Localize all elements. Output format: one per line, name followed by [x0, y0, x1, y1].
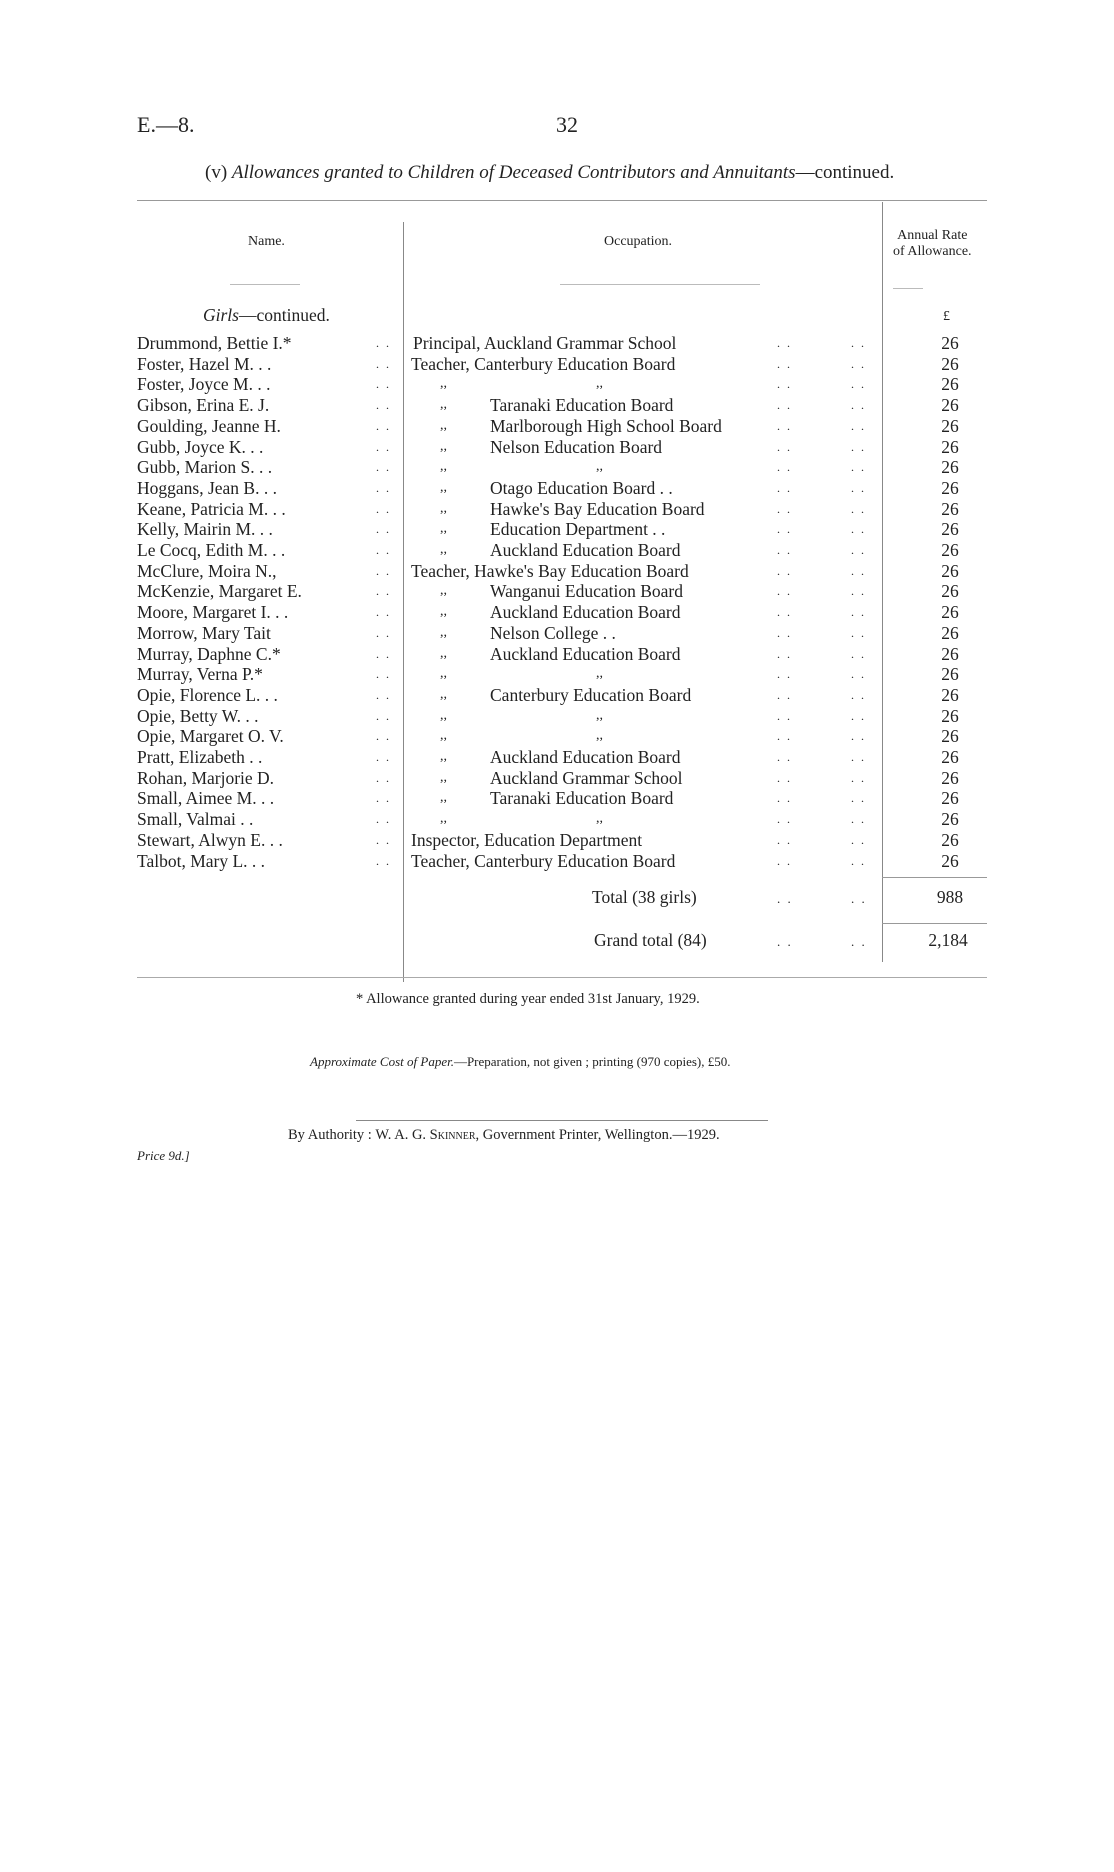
leader: . . [376, 791, 391, 806]
contributor-name: Foster, Joyce M. . . [137, 374, 271, 395]
ditto-mark: ,, [440, 479, 447, 495]
leader: . . [851, 584, 866, 599]
authority-rule [356, 1120, 768, 1121]
leader: . . [851, 460, 866, 475]
leader: . . [376, 625, 391, 640]
leader: . . [777, 708, 792, 723]
leader: . . [851, 522, 866, 537]
leader: . . [376, 646, 391, 661]
allowance-rate: 26 [941, 747, 959, 767]
leader: . . [777, 501, 792, 516]
leader: . . [851, 398, 866, 413]
contributor-name: Gubb, Marion S. . . [137, 457, 273, 478]
table-row [0, 499, 1114, 520]
table-row [0, 581, 1114, 602]
allowance-rate: 26 [941, 519, 959, 540]
allowance-rate: 26 [941, 395, 959, 416]
leader: . . [851, 625, 866, 640]
leader: . . [851, 439, 866, 454]
table-row [0, 333, 1114, 354]
contributor-name: Gibson, Erina E. J. [137, 395, 270, 416]
leader: . . [376, 750, 391, 764]
allowance-rate: 26 [941, 477, 959, 498]
leader: . . [851, 853, 866, 868]
leader: . . [376, 667, 391, 682]
contributor-name: Hoggans, Jean B. . . [137, 477, 277, 498]
authority-prefix: By Authority : [288, 1127, 372, 1143]
total-rule [882, 923, 987, 924]
leader: . . [376, 522, 391, 537]
allowance-rate: 26 [941, 664, 959, 685]
occupation-detail: Auckland Grammar School [490, 767, 683, 788]
occupation-detail: Nelson College . . [490, 622, 616, 643]
contributor-name: Foster, Hazel M. . . [137, 353, 272, 374]
caption-prefix: (v) [205, 162, 228, 183]
table-caption [205, 162, 894, 184]
leader: . . [851, 729, 866, 744]
contributor-name: Murray, Daphne C.* [137, 643, 281, 664]
occupation-detail: Hawke's Bay Education Board [490, 498, 705, 519]
allowance-rate: 26 [941, 622, 959, 643]
table-row [0, 664, 1114, 685]
allowance-rate: 26 [941, 498, 959, 519]
allowance-rate: 26 [941, 333, 959, 353]
leader: . . [777, 934, 793, 949]
leader: . . [851, 832, 866, 847]
allowance-rate: 26 [941, 540, 959, 560]
leader: . . [376, 377, 391, 392]
occupation: Teacher, Hawke's Bay Education Board [411, 560, 689, 581]
ditto-mark: ,, [440, 769, 447, 785]
allowance-rate: 26 [941, 560, 959, 581]
table-row [0, 354, 1114, 375]
total-girls-value: 988 [936, 887, 964, 907]
leader: . . [376, 812, 391, 827]
column-header-name: Name. [248, 234, 285, 249]
contributor-name: Opie, Betty W. . . [137, 705, 259, 726]
leader: . . [777, 522, 792, 537]
contributor-name: Opie, Florence L. . . [137, 684, 278, 705]
ditto-mark: ,, [440, 459, 447, 475]
ditto-mark: ,, [596, 811, 603, 827]
ditto-mark: ,, [596, 666, 603, 682]
leader: . . [851, 812, 866, 827]
leader: . . [376, 853, 391, 868]
ditto-mark: ,, [440, 397, 447, 413]
leader: . . [777, 667, 792, 682]
leader: . . [777, 480, 792, 495]
occupation: Inspector, Education Department [411, 829, 643, 850]
contributor-name: Murray, Verna P.* [137, 664, 263, 685]
ditto-mark: ,, [440, 438, 447, 454]
table-row [0, 685, 1114, 706]
caption-suffix: —continued. [795, 162, 895, 183]
table-row [0, 561, 1114, 582]
table-row [0, 540, 1114, 561]
caption-title: Allowances granted to Children of Deceased Contributors and Annuitants [231, 162, 796, 183]
table-row [0, 747, 1114, 768]
leader: . . [777, 832, 792, 847]
currency-symbol: £ [943, 309, 950, 324]
leader: . . [851, 646, 866, 661]
occupation-detail: Canterbury Education Board [490, 684, 692, 705]
leader: . . [777, 729, 792, 744]
leader: . . [376, 418, 391, 433]
table-row [0, 788, 1114, 809]
leader: . . [777, 356, 792, 371]
leader: . . [777, 605, 792, 620]
occupation-detail: Otago Education Board . . [490, 477, 673, 498]
allowance-rate: 26 [941, 353, 959, 374]
allowance-rate: 26 [941, 374, 959, 395]
ditto-mark: ,, [440, 624, 447, 640]
subheading-suffix: —continued. [238, 305, 330, 325]
leader: . . [376, 563, 391, 578]
occupation: Teacher, Canterbury Education Board [411, 850, 676, 871]
subtotal-rule [882, 877, 987, 878]
cost-note [310, 1054, 731, 1070]
leader: . . [777, 439, 792, 454]
leader: . . [777, 625, 792, 640]
occupation-detail: Auckland Education Board [490, 540, 681, 560]
occupation-detail: Nelson Education Board [490, 436, 663, 457]
table-row [0, 809, 1114, 830]
contributor-name: Small, Aimee M. . . [137, 788, 275, 809]
table-bottom-rule [137, 977, 987, 978]
allowance-rate: 26 [941, 602, 959, 623]
table-row [0, 706, 1114, 727]
leader: . . [777, 791, 792, 806]
table-row [0, 519, 1114, 540]
ditto-mark: ,, [440, 500, 447, 516]
ditto-mark: ,, [440, 583, 447, 599]
printer-name: W. A. G. Skinner, [375, 1127, 480, 1143]
column-header-occupation: Occupation. [604, 234, 673, 249]
table-row [0, 457, 1114, 478]
section-code: E.—8. [137, 112, 195, 137]
leader: . . [777, 853, 792, 868]
contributor-name: Stewart, Alwyn E. . . [137, 829, 283, 850]
leader: . . [851, 563, 866, 578]
ditto-mark: ,, [440, 542, 447, 557]
table-row [0, 726, 1114, 747]
allowance-rate: 26 [941, 767, 959, 788]
leader: . . [851, 605, 866, 620]
leader: . . [777, 750, 792, 764]
cost-label: Approximate Cost of Paper. [310, 1054, 454, 1069]
occupation-detail: Education Department . . [490, 519, 666, 540]
ditto-mark: ,, [440, 728, 447, 744]
column-header-rate [893, 228, 972, 260]
contributor-name: Small, Valmai . . [137, 809, 254, 830]
ditto-mark: ,, [440, 666, 447, 682]
ditto-mark: ,, [440, 645, 447, 661]
ditto-mark: ,, [440, 686, 447, 702]
leader: . . [851, 377, 866, 392]
leader: . . [777, 418, 792, 433]
leader: . . [851, 750, 866, 764]
contributor-name: Goulding, Jeanne H. [137, 415, 281, 436]
leader: . . [777, 377, 792, 392]
leader: . . [851, 891, 867, 906]
leader: . . [376, 605, 391, 620]
leader: . . [376, 729, 391, 744]
name-head-rule [230, 284, 300, 285]
occupation-detail: Auckland Education Board [490, 643, 681, 664]
ditto-mark: ,, [440, 604, 447, 620]
grand-total-label: Grand total (84) [594, 930, 707, 950]
cost-text: —Preparation, not given ; printing (970 copies), £50. [453, 1054, 731, 1069]
occupation-detail: Taranaki Education Board [490, 788, 674, 809]
subheading [203, 305, 330, 326]
contributor-name: Gubb, Joyce K. . . [137, 436, 264, 457]
rate-head-rule [893, 288, 923, 289]
table-row [0, 602, 1114, 623]
occ-head-rule [560, 284, 760, 285]
leader: . . [376, 543, 391, 557]
allowance-rate: 26 [941, 581, 959, 602]
allowance-rate: 26 [941, 457, 959, 478]
leader: . . [376, 501, 391, 516]
ditto-mark: ,, [440, 811, 447, 827]
grand-total-value: 2,184 [928, 930, 968, 950]
ditto-mark: ,, [440, 417, 447, 433]
leader: . . [376, 439, 391, 454]
leader: . . [851, 791, 866, 806]
ditto-mark: ,, [440, 749, 447, 764]
allowance-rate: 26 [941, 436, 959, 457]
leader: . . [777, 543, 792, 557]
contributor-name: Drummond, Bettie I.* [137, 333, 292, 353]
leader: . . [851, 934, 867, 949]
contributor-name: McKenzie, Margaret E. [137, 581, 302, 602]
contributor-name: Le Cocq, Edith M. . . [137, 540, 286, 560]
table-row [0, 623, 1114, 644]
leader: . . [376, 480, 391, 495]
authority-line [288, 1127, 720, 1144]
leader: . . [851, 418, 866, 433]
leader: . . [376, 770, 391, 785]
rate-header-line2: of Allowance. [893, 244, 972, 259]
allowance-rate: 26 [941, 726, 959, 747]
table-row [0, 644, 1114, 665]
leader: . . [851, 708, 866, 723]
leader: . . [851, 770, 866, 785]
ditto-mark: ,, [596, 459, 603, 475]
table-row [0, 416, 1114, 437]
leader: . . [851, 356, 866, 371]
table-row [0, 830, 1114, 851]
leader: . . [376, 398, 391, 413]
table-row [0, 851, 1114, 872]
leader: . . [851, 687, 866, 702]
contributor-name: McClure, Moira N., [137, 560, 277, 581]
page-number: 32 [556, 112, 578, 137]
allowance-rate: 26 [941, 415, 959, 436]
occupation: Principal, Auckland Grammar School [413, 333, 677, 353]
ditto-mark: ,, [440, 521, 447, 537]
leader: . . [777, 460, 792, 475]
allowance-rate: 26 [941, 705, 959, 726]
allowance-rate: 26 [941, 850, 959, 871]
leader: . . [376, 584, 391, 599]
table-row [0, 768, 1114, 789]
contributor-name: Rohan, Marjorie D. [137, 767, 275, 788]
leader: . . [777, 812, 792, 827]
leader: . . [777, 687, 792, 702]
table-row [0, 478, 1114, 499]
occupation-detail: Taranaki Education Board [490, 395, 674, 416]
allowance-rate: 26 [941, 684, 959, 705]
price: Price 9d.] [137, 1148, 190, 1163]
leader: . . [376, 356, 391, 371]
allowance-rate: 26 [941, 788, 959, 809]
leader: . . [376, 687, 391, 702]
allowance-rate: 26 [941, 829, 959, 850]
ditto-mark: ,, [440, 790, 447, 806]
leader: . . [777, 398, 792, 413]
leader: . . [376, 460, 391, 475]
leader: . . [777, 646, 792, 661]
table-row [0, 395, 1114, 416]
leader: . . [851, 336, 866, 350]
leader: . . [777, 770, 792, 785]
leader: . . [777, 563, 792, 578]
table-row [0, 374, 1114, 395]
contributor-name: Moore, Margaret I. . . [137, 602, 289, 623]
occupation-detail: Wanganui Education Board [490, 581, 683, 602]
contributor-name: Kelly, Mairin M. . . [137, 519, 273, 540]
contributor-name: Morrow, Mary Tait [137, 622, 271, 643]
contributor-name: Talbot, Mary L. . . [137, 850, 266, 871]
occupation-detail: Auckland Education Board [490, 602, 681, 623]
occupation-detail: Marlborough High School Board [490, 415, 722, 436]
occupation: Teacher, Canterbury Education Board [411, 353, 676, 374]
leader: . . [777, 891, 793, 906]
table-row [0, 437, 1114, 458]
leader: . . [376, 336, 391, 350]
ditto-mark: ,, [596, 728, 603, 744]
ditto-mark: ,, [440, 376, 447, 392]
occupation-detail: Auckland Education Board [490, 747, 681, 767]
contributor-name: Opie, Margaret O. V. [137, 726, 284, 747]
table-top-rule [137, 200, 987, 201]
contributor-name: Keane, Patricia M. . . [137, 498, 286, 519]
ditto-mark: ,, [440, 707, 447, 723]
contributor-name: Pratt, Elizabeth . . [137, 747, 263, 767]
leader: . . [851, 667, 866, 682]
leader: . . [777, 336, 792, 350]
leader: . . [777, 584, 792, 599]
rate-header-line1: Annual Rate [897, 228, 968, 243]
leader: . . [376, 832, 391, 847]
leader: . . [851, 501, 866, 516]
footnote: * Allowance granted during year ended 31st January, 1929. [356, 991, 700, 1007]
total-girls-label: Total (38 girls) [592, 887, 697, 907]
leader: . . [851, 543, 866, 557]
subheading-label: Girls [203, 305, 239, 325]
leader: . . [376, 708, 391, 723]
allowance-rate: 26 [941, 643, 959, 664]
leader: . . [851, 480, 866, 495]
ditto-mark: ,, [596, 707, 603, 723]
ditto-mark: ,, [596, 376, 603, 392]
allowance-rate: 26 [941, 809, 959, 830]
authority-rest: Government Printer, Wellington.—1929. [482, 1127, 720, 1143]
